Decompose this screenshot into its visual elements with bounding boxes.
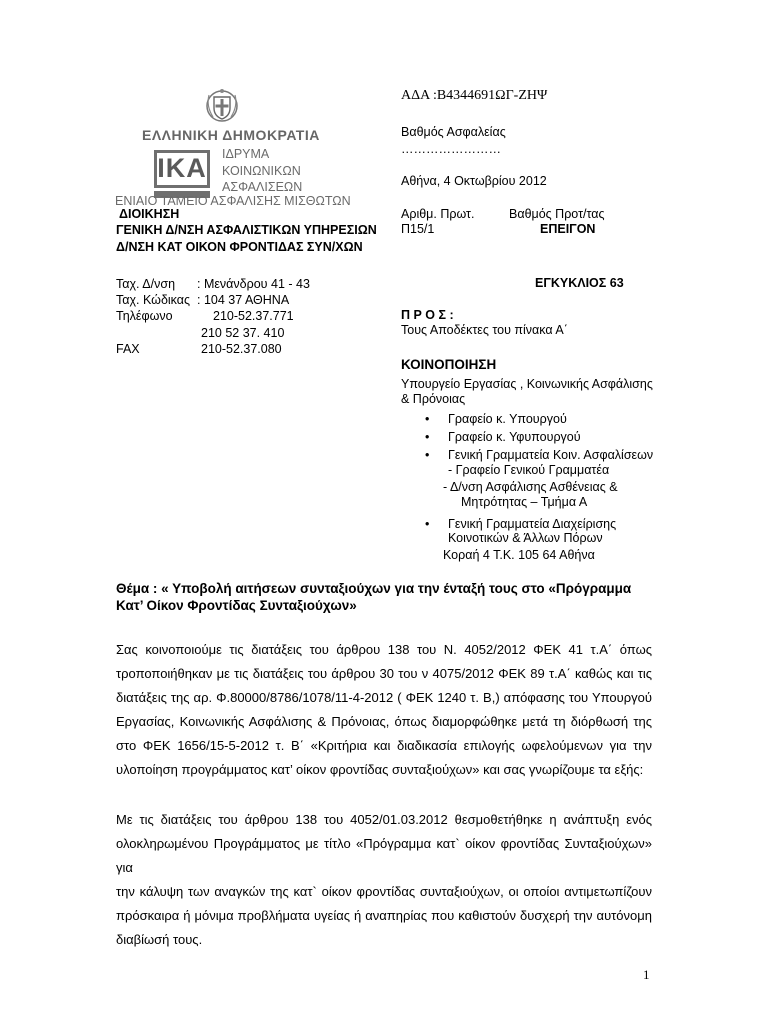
ika-logo [154,150,210,188]
address-value: : Μενάνδρου 41 - 43 [197,277,310,291]
org-line: ΚΟΙΝΩΝΙΚΩΝ [222,163,301,178]
address-label: Ταχ. Δ/νση [116,277,176,291]
paragraph-line: Με τις διατάξεις του άρθρου 138 του 4052/01.03.2012 θεσμοθετήθηκε η ανάπτυξη ενός [116,812,652,827]
division-name: ΓΕΝΙΚΗ Δ/ΝΣΗ ΑΣΦΑΛΙΣΤΙΚΩΝ ΥΠΗΡΕΣΙΩΝ [116,223,377,237]
priority-label: Βαθμός Προτ/τας [509,207,605,221]
circular-number: ΕΓΚΥΚΛΙΟΣ 63 [535,276,624,290]
zip-value: : 104 37 ΑΘΗΝΑ [197,293,290,307]
paragraph-line: στο ΦΕΚ 1656/15-5-2012 τ. Β΄ «Κριτήρια και διαδικασία επιλογής ωφελούμενων για την [116,738,652,753]
protocol-label: Αριθμ. Πρωτ. [401,207,475,221]
security-label: Βαθμός Ασφαλείας [401,125,506,139]
republic-title: ΕΛΛΗΝΙΚΗ ΔΗΜΟΚΡΑΤΙΑ [142,127,320,143]
cc-address: Κοραή 4 Τ.Κ. 105 64 Αθήνα [443,548,595,562]
page-number: 1 [643,967,650,982]
cc-label: ΚΟΙΝΟΠΟΙΗΣΗ [401,357,497,372]
cc-item: • Γενική Γραμματεία Διαχείρισης [425,515,616,533]
date: Αθήνα, 4 Οκτωβρίου 2012 [401,174,547,188]
paragraph-line: διαβίωσή τους. [116,932,203,947]
phone-value-2: 210 52 37. 410 [201,326,285,340]
department-name: Δ/ΝΣΗ ΚΑΤ ΟΙΚΟΝ ΦΡΟΝΤΙΔΑΣ ΣΥΝ/ΧΩΝ [116,240,363,254]
cc-item: • Γραφείο κ. Υφυπουργού [425,428,653,446]
cc-ministry: Υπουργείο Εργασίας , Κοινωνικής Ασφάλισης [401,377,653,391]
org-line: ΙΔΡΥΜΑ [222,147,270,161]
cc-item-cont: Κοινοτικών & Άλλων Πόρων [448,531,603,545]
cc-ministry-cont: & Πρόνοιας [401,392,466,406]
paragraph-line: Εργασίας, Κοινωνικής Ασφάλισης & Πρόνοιας, όπως διαμορφώθηκε μετά τη διόρθωσή της [116,714,652,729]
paragraph-line: πρόσκαιρα ή μόνιμα προβλήματα υγείας ή αναπηρίας που καθιστούν δυσχερή την αυτόνομη [116,908,652,923]
body-paragraph-2 [116,808,652,952]
protocol-number: Π15/1 [401,222,435,236]
to-recipients: Τους Αποδέκτες του πίνακα Α΄ [401,323,568,337]
paragraph-line: διατάξεις της αρ. Φ.80000/8786/1078/11-4-2012 ( ΦΕΚ 1240 τ. Β,) απόφασης του Υπουργού [116,690,652,705]
cc-item: • Γραφείο κ. Υπουργού [425,410,653,428]
body-paragraph-1 [116,638,652,782]
paragraph-line: ολοκληρωμένου Προγράμματος με τίτλο «Πρόγραμμα κατ` οίκον φροντίδας Συνταξιούχων» για [116,836,652,875]
cc-subitem-cont: Μητρότητας – Τμήμα Α [461,495,588,509]
cc-item: • Γενική Γραμματεία Κοιν. Ασφαλίσεων [425,446,653,464]
paragraph-line: Σας κοινοποιούμε τις διατάξεις του άρθρου 138 του Ν. 4052/2012 ΦΕΚ 41 τ.Α΄ όπως [116,642,652,657]
fax-value: 210-52.37.080 [201,342,282,356]
coat-of-arms-emblem [205,87,239,123]
subject-line: Θέμα : « Υποβολή αιτήσεων συνταξιούχων για την ένταξή τους στο «Πρόγραμμα [116,581,632,596]
phone-value-1: 210-52.37.771 [213,309,294,323]
zip-label: Ταχ. Κώδικας [116,293,191,307]
fund-name: ΕΝΙΑΙΟ ΤΑΜΕΙΟ ΑΣΦΑΛΙΣΗΣ ΜΙΣΘΩΤΩΝ [115,194,351,208]
cc-subitem: - Γραφείο Γενικού Γραμματέα [448,463,610,477]
cc-subitem: - Δ/νση Ασφάλισης Ασθένειας & [443,480,618,494]
paragraph-line: τροποποιήθηκαν με τις διατάξεις του άρθρου 30 του ν 4075/2012 ΦΕΚ 89 τ.Α΄ καθώς και τις [116,666,652,681]
org-line: ΑΣΦΑΛΙΣΕΩΝ [222,180,303,194]
admin-label: ΔΙΟΙΚΗΣΗ [119,207,180,221]
security-value: …………………… [401,142,501,156]
paragraph-line: υλοποίηση προγράμματος κατ’ οίκον φροντίδας συνταξιούχων» και σας γνωρίζουμε τα εξής: [116,762,644,777]
ada-code: ΑΔΑ :Β4344691ΩΓ-ΖΗΨ [401,88,548,103]
org-name [222,146,302,196]
priority-value: ΕΠΕΙΓΟΝ [540,222,596,236]
paragraph-line: την κάλυψη των αναγκών της κατ` οίκον φροντίδας συνταξιούχων, οι οποίοι αντιμετωπίζουν [116,884,652,899]
cc-list [425,410,653,464]
fax-label: FAX [116,342,140,356]
to-label: Π Ρ Ο Σ : [401,308,454,322]
subject-line: Κατ’ Οίκον Φροντίδας Συνταξιούχων» [116,598,357,613]
ika-logo-text: ΙΚΑ [157,153,207,183]
phone-label: Τηλέφωνο [116,309,173,323]
